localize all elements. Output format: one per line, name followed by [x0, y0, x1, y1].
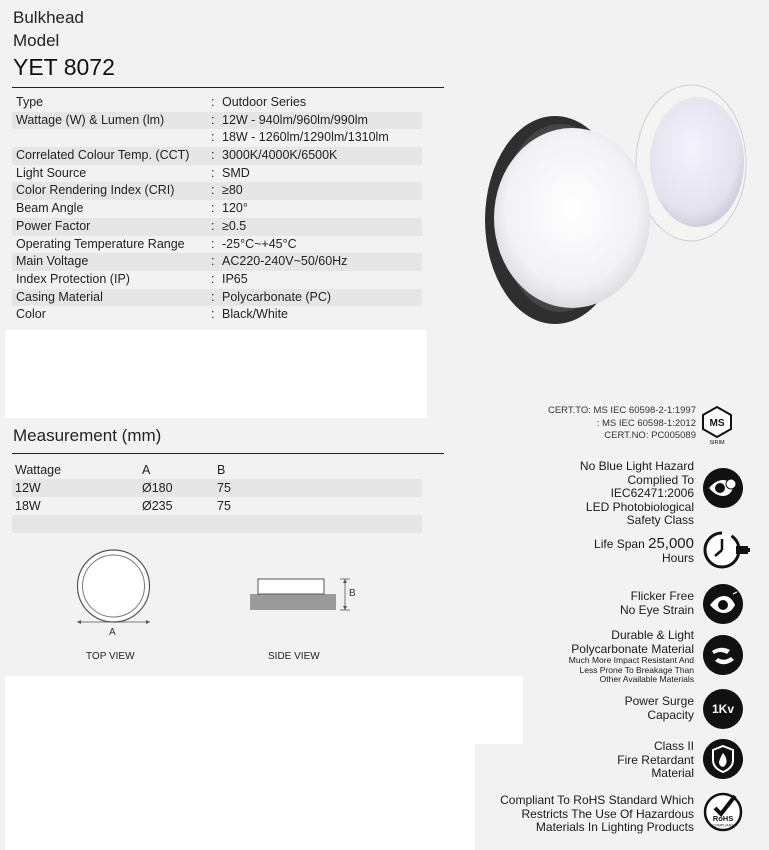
- clock-icon: [702, 530, 752, 570]
- cert-line: : MS IEC 60598-1:2012: [596, 417, 696, 429]
- column-header: B: [217, 463, 226, 477]
- blank-area: [5, 744, 475, 850]
- spec-colon: :: [211, 254, 215, 269]
- spec-value: 120°: [222, 201, 248, 216]
- spec-colon: :: [211, 271, 215, 286]
- spec-value: IP65: [222, 271, 248, 286]
- cert-line: CERT.TO: MS IEC 60598-2-1:1997: [547, 405, 696, 416]
- spec-table: [12, 94, 422, 324]
- spec-row: [12, 94, 422, 112]
- feature-rohs: [500, 794, 694, 835]
- feature-text: Flicker Free: [630, 589, 694, 603]
- side-view-diagram: [248, 576, 360, 612]
- spec-row: [12, 182, 422, 200]
- spec-colon: :: [211, 183, 215, 198]
- spec-row: [12, 129, 422, 147]
- feature-text: LED Photobiological: [585, 499, 694, 514]
- spec-label: Correlated Colour Temp. (CCT): [16, 148, 190, 163]
- feature-text: IEC62471:2006: [610, 486, 694, 500]
- divider: [12, 453, 444, 454]
- table-cell: 75: [217, 481, 231, 495]
- spec-row: [12, 147, 422, 165]
- spec-label: Wattage (W) & Lumen (lm): [16, 112, 165, 127]
- feature-text: Durable & Light: [611, 628, 694, 642]
- feature-text: Material: [651, 766, 694, 780]
- feature-text: No Eye Strain: [619, 602, 694, 617]
- product-image: [480, 80, 755, 400]
- spec-row: [12, 236, 422, 254]
- fire-shield-icon: [703, 739, 743, 779]
- spec-colon: :: [211, 218, 215, 233]
- feature-note: Other Available Materials: [599, 674, 694, 684]
- feature-note: Much More Impact Resistant And: [568, 655, 694, 665]
- table-header-row: [12, 461, 422, 479]
- spec-label: Color: [16, 307, 46, 322]
- life-span-value: 25,000: [648, 535, 694, 552]
- spec-value: Outdoor Series: [222, 95, 307, 109]
- spec-label: Light Source: [16, 165, 87, 180]
- feature-text: No Blue Light Hazard: [579, 459, 694, 473]
- spec-row: [12, 218, 422, 236]
- feature-text: Complied To: [627, 472, 694, 487]
- eye-protection-icon: [703, 468, 743, 508]
- table-row: [12, 479, 422, 497]
- table-cell: 12W: [15, 481, 41, 495]
- spec-label: Power Factor: [16, 218, 91, 233]
- table-cell: 75: [217, 499, 231, 513]
- rohs-badge-icon: [702, 790, 744, 832]
- life-span-label: Life Span: [594, 537, 645, 551]
- ms-certification-logo: [700, 405, 734, 445]
- ms-logo-text: MS: [709, 418, 725, 429]
- spec-colon: :: [211, 130, 215, 145]
- column-header: A: [142, 463, 151, 477]
- model-number: YET 8072: [13, 54, 115, 80]
- spec-label: Casing Material: [16, 289, 103, 304]
- life-span-unit: Hours: [661, 550, 694, 565]
- feature-text: Class II: [653, 739, 694, 753]
- feature-flicker-free: [620, 590, 694, 617]
- feature-fire-retardant: [617, 740, 694, 781]
- spec-value: SMD: [222, 165, 250, 180]
- spec-value: Black/White: [222, 307, 288, 322]
- spec-colon: :: [211, 112, 215, 127]
- feature-text: Fire Retardant: [617, 752, 694, 767]
- column-header: Wattage: [15, 463, 62, 477]
- feature-text: [594, 537, 694, 552]
- spec-colon: :: [211, 236, 215, 251]
- spec-colon: :: [211, 148, 215, 163]
- feature-life-span: [594, 537, 694, 565]
- spec-label: Type: [16, 95, 44, 109]
- model-label: Model: [13, 31, 60, 50]
- spec-value: 18W - 1260lm/1290lm/1310lm: [222, 130, 389, 145]
- spec-row: [12, 112, 422, 130]
- feature-text: Compliant To RoHS Standard Which: [500, 793, 694, 807]
- dimension-label-b: B: [349, 588, 356, 599]
- top-view-caption: TOP VIEW: [86, 651, 135, 662]
- table-cell: 18W: [15, 499, 41, 513]
- spec-colon: :: [211, 307, 215, 322]
- cert-number: CERT.NO: PC005089: [604, 430, 696, 441]
- spec-row: [12, 200, 422, 218]
- spec-value: 3000K/4000K/6500K: [222, 148, 338, 163]
- blank-area: [5, 676, 523, 744]
- hammer-icon: [703, 635, 743, 675]
- spec-value: -25°C~+45°C: [222, 236, 297, 251]
- feature-text: Polycarbonate Material: [571, 641, 694, 656]
- side-view-caption: SIDE VIEW: [268, 651, 320, 662]
- spec-colon: :: [211, 289, 215, 304]
- spec-colon: :: [211, 165, 215, 180]
- spec-value: AC220-240V~50/60Hz: [222, 254, 348, 269]
- measurement-table: [12, 461, 422, 533]
- spec-label: Beam Angle: [16, 201, 84, 216]
- table-cell: Ø235: [142, 499, 173, 513]
- feature-durable: [569, 629, 694, 685]
- spec-value: ≥80: [222, 183, 243, 198]
- spec-value: Polycarbonate (PC): [222, 289, 332, 304]
- surge-badge-icon: 1Kv: [703, 689, 743, 729]
- divider: [12, 87, 444, 88]
- rohs-sub-text: COMPLIANT: [712, 823, 734, 828]
- spec-colon: :: [211, 95, 215, 109]
- feature-power-surge: [625, 695, 694, 722]
- top-view-diagram: [75, 549, 152, 629]
- eye-icon: [703, 584, 743, 624]
- feature-text: Safety Class: [626, 513, 694, 527]
- spec-row: [12, 165, 422, 183]
- feature-text: Power Surge: [624, 694, 694, 708]
- category-title: Bulkhead: [13, 8, 84, 27]
- feature-text: Capacity: [647, 707, 694, 722]
- spec-row: [12, 271, 422, 289]
- feature-text: Restricts The Use Of Hazardous: [521, 806, 694, 821]
- rohs-text: RoHS: [712, 814, 734, 823]
- feature-note: Less Prone To Breakage Than: [579, 664, 694, 675]
- spec-label: Color Rendering Index (CRI): [16, 183, 175, 198]
- spec-value: 12W - 940lm/960lm/990lm: [222, 112, 368, 127]
- table-row: [12, 497, 422, 515]
- spec-label: Main Voltage: [16, 254, 89, 269]
- spec-row: [12, 306, 422, 324]
- feature-text: Materials In Lighting Products: [535, 820, 694, 834]
- spec-label: Index Protection (IP): [16, 271, 130, 286]
- spec-label: Operating Temperature Range: [16, 236, 185, 251]
- sirim-text: SIRIM: [709, 440, 725, 445]
- feature-blue-light: [580, 460, 694, 528]
- table-row: [12, 515, 422, 533]
- blank-area: [5, 330, 427, 418]
- measurement-title: Measurement (mm): [13, 426, 162, 445]
- spec-value: ≥0.5: [222, 218, 247, 233]
- spec-row: [12, 253, 422, 271]
- spec-colon: :: [211, 201, 215, 216]
- certification-block: [520, 405, 696, 443]
- spec-row: [12, 289, 422, 307]
- table-cell: Ø180: [142, 481, 173, 495]
- dimension-label-a: A: [109, 627, 116, 638]
